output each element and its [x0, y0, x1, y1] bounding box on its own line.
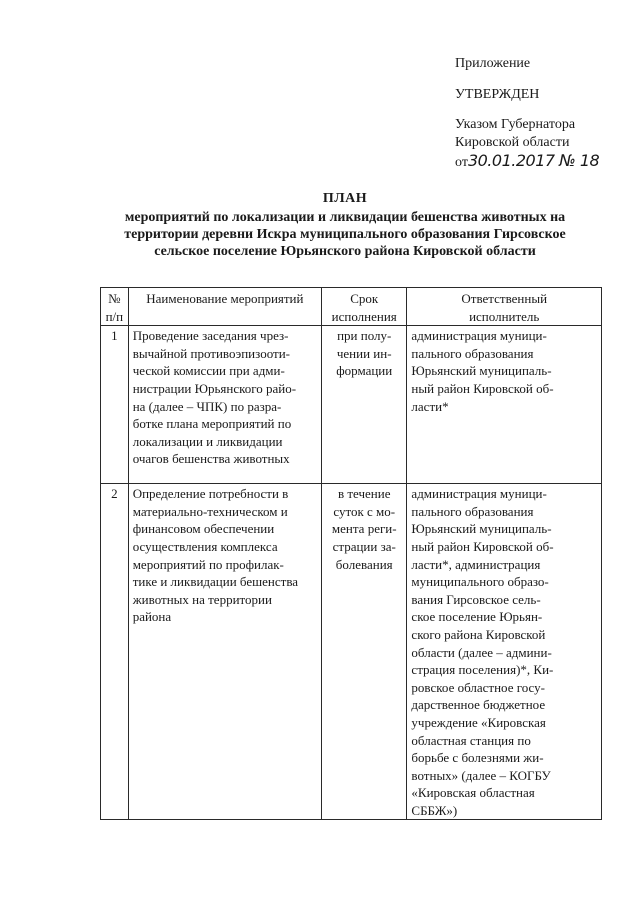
row-responsible-line: Юрьянский муниципаль-	[411, 521, 552, 537]
header-number-line: №	[108, 291, 121, 306]
header-responsible-line: Ответственный	[461, 291, 548, 306]
row-activity-line: осуществления комплекса	[132, 538, 278, 554]
row-activity-line: финансовом обеспечении	[132, 521, 275, 537]
approved-label: УТВЕРЖДЕН	[455, 87, 540, 102]
row-activity-line: Определение потребности в	[132, 486, 289, 502]
row-activity-line: вычайной противоэпизооти-	[132, 345, 290, 361]
header-number-line: п/п	[105, 308, 124, 324]
row-term	[322, 326, 407, 484]
row-responsible-line: ласти*	[411, 398, 449, 414]
header-term-line: исполнения	[331, 308, 397, 324]
row-responsible-line: борьбе с болезнями жи-	[411, 750, 544, 766]
decree-line-1: Указом Губернатора	[455, 117, 576, 132]
header-term-line: Срок	[350, 291, 379, 306]
row-activity-line: мероприятий по профилак-	[132, 556, 284, 572]
row-term-line: суток с мо-	[333, 503, 396, 519]
row-responsible-line: области (далее – админи-	[411, 644, 552, 660]
plan-subtitle-line-1: мероприятий по локализации и ликвидации бешенства животных на	[124, 210, 566, 225]
row-term-line: болевания	[335, 556, 393, 572]
table-row	[101, 326, 602, 484]
row-term-line: мента реги-	[331, 521, 397, 537]
row-term-line: страции за-	[332, 538, 396, 554]
row-activity-line: района	[132, 609, 172, 625]
row-term-line: в течение	[337, 486, 391, 502]
header-number	[101, 288, 129, 326]
plan-table	[100, 287, 602, 820]
row-activity-line: ческой комиссии при адми-	[132, 363, 285, 379]
header-term	[322, 288, 407, 326]
row-responsible-line: вотных» (далее – КОГБУ	[411, 767, 551, 783]
plan-heading: ПЛАН	[322, 191, 368, 206]
row-responsible-line: ласти*, администрация	[411, 556, 541, 572]
row-responsible	[407, 484, 602, 820]
row-number	[101, 326, 129, 484]
row-activity-line: Проведение заседания чрез-	[132, 328, 289, 344]
row-responsible-line: СББЖ»)	[411, 802, 458, 818]
row-activity	[128, 326, 321, 484]
row-responsible-line: ный район Кировской об-	[411, 380, 554, 396]
row-responsible-line: дарственное бюджетное	[411, 697, 546, 713]
table-row	[101, 484, 602, 820]
plan-subtitle-line-3: сельское поселение Юрьянского района Кировской области	[154, 244, 536, 259]
row-responsible-line: страция поселения)*, Ки-	[411, 662, 554, 678]
row-responsible-line: муниципального образо-	[411, 574, 549, 590]
decree-line-2: Кировской области	[455, 135, 570, 150]
approval-block	[455, 55, 599, 172]
row-activity-line: нистрации Юрьянского райо-	[132, 380, 297, 396]
row-term-line: при полу-	[337, 328, 392, 344]
row-responsible-line: администрация муници-	[411, 486, 547, 502]
appendix-label: Приложение	[455, 56, 531, 71]
row-activity	[128, 484, 321, 820]
row-responsible-line: вания Гирсовское сель-	[411, 591, 541, 607]
handwritten-date: 30.01.2017 № 18	[467, 151, 600, 170]
row-number	[101, 484, 129, 820]
row-responsible	[407, 326, 602, 484]
row-number-text: 1	[111, 328, 118, 344]
row-number-text: 2	[111, 486, 118, 502]
plan-title	[80, 190, 610, 260]
date-prefix: от	[455, 155, 468, 170]
plan-subtitle-line-2: территории деревни Искра муниципального образования Гирсовское	[124, 227, 566, 242]
row-responsible-line: ровское областное госу-	[411, 679, 545, 695]
row-term	[322, 484, 407, 820]
row-responsible-line: областная станция по	[411, 732, 531, 748]
row-activity-line: на (далее – ЧПК) по разра-	[132, 398, 282, 414]
table-header-row	[101, 288, 602, 326]
row-activity-line: тике и ликвидации бешенства	[132, 574, 299, 590]
row-responsible-line: администрация муници-	[411, 328, 547, 344]
row-responsible-line: пального образования	[411, 503, 534, 519]
row-activity-line: локализации и ликвидации	[132, 433, 283, 449]
row-responsible-line: ный район Кировской об-	[411, 538, 554, 554]
header-name: Наименование мероприятий	[128, 288, 321, 326]
row-responsible-line: ского района Кировской	[411, 626, 546, 642]
row-activity-line: ботке плана мероприятий по	[132, 416, 292, 432]
decree-date	[455, 152, 599, 172]
row-responsible-line: «Кировская областная	[411, 785, 535, 801]
row-activity-line: материально-техническом и	[132, 503, 288, 519]
row-term-line: формации	[336, 363, 393, 379]
row-responsible-line: Юрьянский муниципаль-	[411, 363, 552, 379]
header-responsible	[407, 288, 602, 326]
row-responsible-line: пального образования	[411, 345, 534, 361]
row-term-line: чении ин-	[336, 345, 392, 361]
header-responsible-line: исполнитель	[469, 308, 540, 324]
row-activity-line: очагов бешенства животных	[132, 451, 290, 467]
row-responsible-line: ское поселение Юрьян-	[411, 609, 543, 625]
row-activity-line: животных на территории	[132, 591, 272, 607]
row-responsible-line: учреждение «Кировская	[411, 714, 546, 730]
